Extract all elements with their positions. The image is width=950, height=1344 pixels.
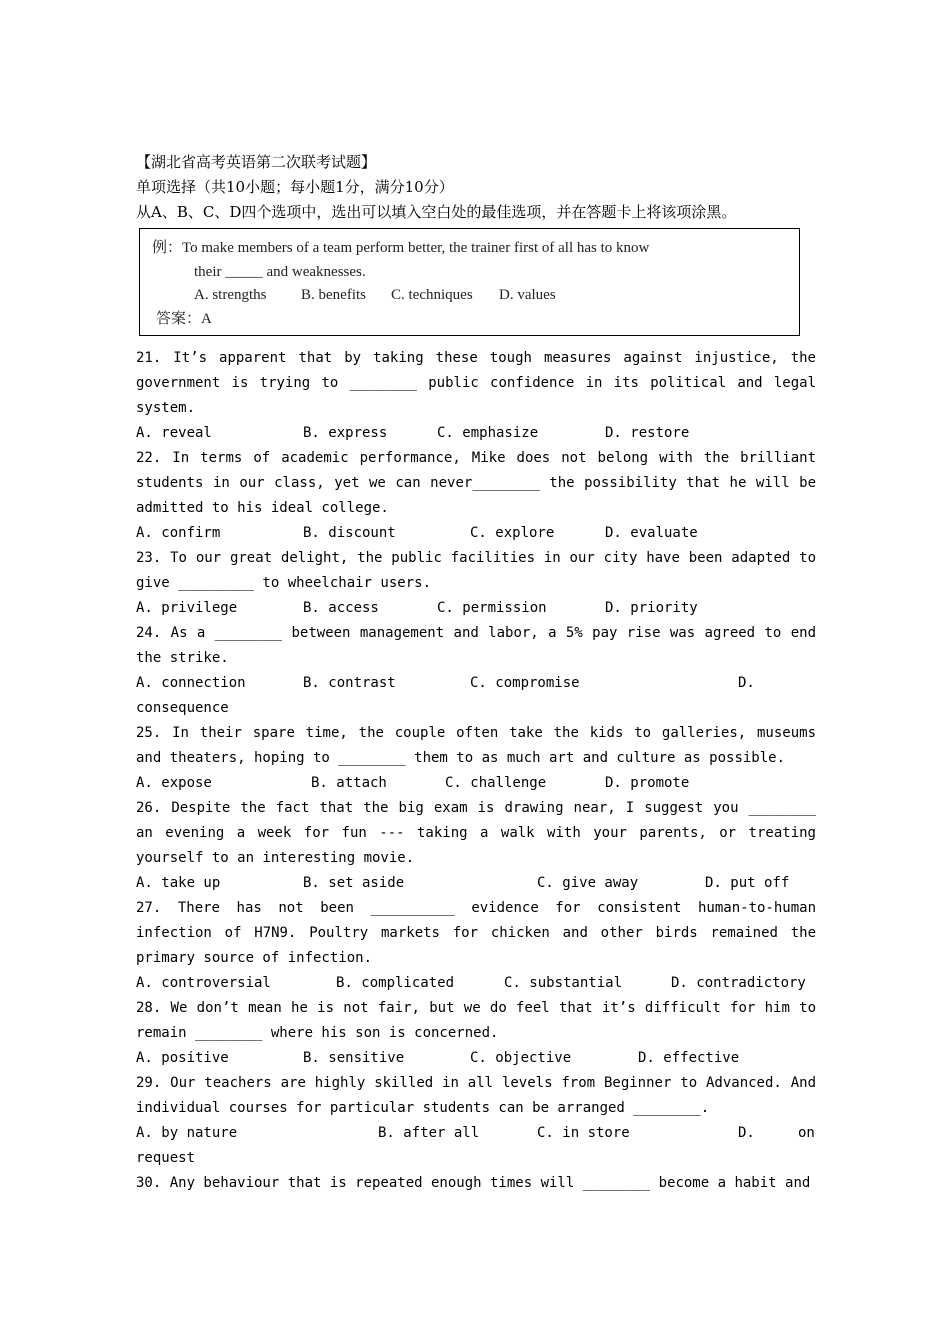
option-d: D. effective <box>638 1050 740 1066</box>
option-d: D. priority <box>605 600 698 616</box>
option-a: A. privilege <box>136 600 238 616</box>
option-row <box>136 596 816 621</box>
question-stem: 24. As a ________ between management and labor, a 5% pay rise was agreed to end the strike. <box>136 625 816 666</box>
option-b: B. express <box>303 425 388 441</box>
example-option-c: C. techniques <box>391 287 473 303</box>
question-stem: 28. We don’t mean he is not fair, but we do feel that it’s difficult for him to remain ________ where his son is concerned. <box>136 1000 816 1041</box>
example-line-2: their _____ and weaknesses. <box>194 263 366 280</box>
option-c: C. in store <box>537 1125 630 1141</box>
question-stem: 29. Our teachers are highly skilled in all levels from Beginner to Advanced. And individual courses for particular students can be arranged ________. <box>136 1075 816 1116</box>
option-b: B. discount <box>303 525 396 541</box>
option-d-text: consequence <box>136 700 229 716</box>
option-b: B. contrast <box>303 675 396 691</box>
option-row <box>136 421 816 446</box>
question-list <box>136 346 816 1196</box>
option-b: B. sensitive <box>303 1050 405 1066</box>
question-stem: 27. There has not been __________ evidence for consistent human-to-human infection of H7N9. Poultry markets for chicken and other birds remained the primary source of infection. <box>136 900 816 966</box>
question-stem: 25. In their spare time, the couple often take the kids to galleries, museums and theaters, hoping to ________ them to as much art and culture as possible. <box>136 725 816 766</box>
option-b: B. after all <box>378 1125 480 1141</box>
option-a: A. take up <box>136 875 221 891</box>
option-c: C. give away <box>537 875 639 891</box>
question-stem: 22. In terms of academic performance, Mike does not belong with the brilliant students in our class, yet we can never________ the possibility that he will be admitted to his ideal college. <box>136 450 816 516</box>
example-answer: 答案：A <box>156 310 212 327</box>
instruction-text: 从A、B、C、D四个选项中，选出可以填入空白处的最佳选项，并在答题卡上将该项涂黑。 <box>136 203 737 221</box>
example-option-b: B. benefits <box>301 287 366 303</box>
option-a: A. controversial <box>136 975 271 991</box>
option-d: D. evaluate <box>605 525 698 541</box>
option-d: D. <box>738 675 755 691</box>
option-row <box>136 671 816 696</box>
option-d-text: on <box>798 1125 815 1141</box>
example-line-1: 例：To make members of a team perform better, the trainer first of all has to know <box>152 240 650 256</box>
option-d: D. promote <box>605 775 690 791</box>
question-stem: 21. It’s apparent that by taking these tough measures against injustice, the government is trying to ________ public confidence in its political and legal system. <box>136 350 816 416</box>
example-box <box>139 228 800 336</box>
option-d-text-cont: request <box>136 1150 196 1166</box>
option-a: A. expose <box>136 775 212 791</box>
section-heading: 单项选择（共10小题；每小题1分，满分10分） <box>136 178 454 196</box>
example-option-d: D. values <box>499 287 556 303</box>
option-a: A. reveal <box>136 425 212 441</box>
option-a: A. by nature <box>136 1125 238 1141</box>
option-d: D. restore <box>605 425 690 441</box>
example-option-a: A. strengths <box>194 287 267 303</box>
option-row <box>136 1046 816 1071</box>
question-stem: 23. To our great delight, the public facilities in our city have been adapted to give _________ to wheelchair users. <box>136 550 816 591</box>
option-b: B. complicated <box>336 975 455 991</box>
option-c: C. objective <box>470 1050 572 1066</box>
option-a: A. confirm <box>136 525 221 541</box>
option-c: C. compromise <box>470 675 580 691</box>
exam-title: 【湖北省高考英语第二次联考试题】 <box>136 153 377 171</box>
option-a: A. positive <box>136 1050 229 1066</box>
option-d: D. contradictory <box>671 975 806 991</box>
option-a: A. connection <box>136 675 246 691</box>
option-row <box>136 771 816 796</box>
question-stem: 30. Any behaviour that is repeated enough times will ________ become a habit and <box>136 1175 811 1191</box>
option-c: C. explore <box>470 525 555 541</box>
option-d: D. put off <box>705 875 790 891</box>
exam-page <box>136 150 816 1196</box>
option-d: D. <box>738 1125 755 1141</box>
option-b: B. access <box>303 600 379 616</box>
option-c: C. emphasize <box>437 425 539 441</box>
option-b: B. set aside <box>303 875 405 891</box>
option-c: C. challenge <box>445 775 547 791</box>
option-row <box>136 1121 816 1146</box>
option-c: C. permission <box>437 600 547 616</box>
option-row <box>136 871 816 896</box>
option-b: B. attach <box>311 775 387 791</box>
option-c: C. substantial <box>504 975 623 991</box>
option-row <box>136 521 816 546</box>
example-options <box>152 284 799 308</box>
option-row <box>136 971 816 996</box>
question-stem: 26. Despite the fact that the big exam is drawing near, I suggest you ________ an evening a week for fun --- taking a walk with your parents, or treating yourself to an interesting movie. <box>136 800 816 866</box>
